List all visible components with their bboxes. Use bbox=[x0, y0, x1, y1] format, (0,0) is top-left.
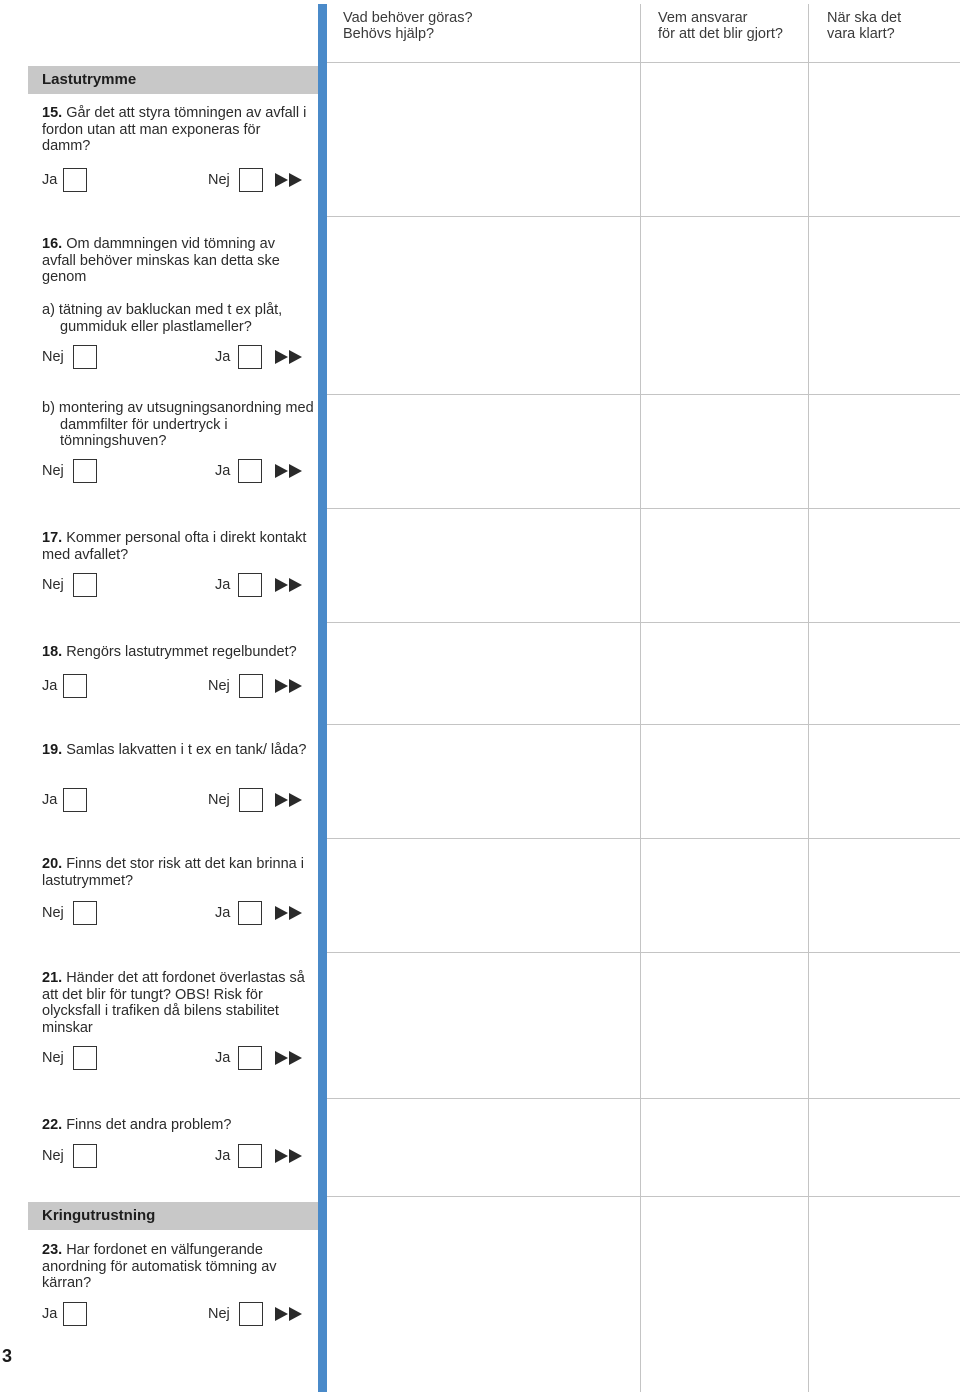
row-line bbox=[327, 952, 960, 953]
checkbox-nej[interactable] bbox=[73, 459, 97, 483]
row-line bbox=[327, 1098, 960, 1099]
option-label: Ja bbox=[215, 1148, 231, 1164]
forward-arrows-icon bbox=[275, 578, 305, 592]
answer-row-15 bbox=[42, 168, 307, 194]
checkbox-ja[interactable] bbox=[238, 1144, 262, 1168]
checkbox-ja[interactable] bbox=[238, 345, 262, 369]
checkbox-nej[interactable] bbox=[73, 901, 97, 925]
answer-row-17 bbox=[42, 573, 307, 599]
question-text: Går det att styra tömningen av avfall i fordon utan att man exponeras för damm? bbox=[42, 105, 307, 154]
option-label: Nej bbox=[208, 1306, 230, 1322]
forward-arrows-icon bbox=[275, 1307, 305, 1321]
checkbox-nej[interactable] bbox=[73, 345, 97, 369]
checkbox-nej[interactable] bbox=[239, 674, 263, 698]
question-number: 19. bbox=[42, 742, 63, 758]
row-line bbox=[327, 724, 960, 725]
header-what-to-do bbox=[343, 10, 633, 42]
option-label: Nej bbox=[42, 349, 64, 365]
column-divider-bar bbox=[318, 4, 327, 1392]
option-label: Nej bbox=[42, 463, 64, 479]
row-line bbox=[327, 62, 960, 63]
forward-arrows-icon bbox=[275, 679, 305, 693]
question-number: 20. bbox=[42, 856, 63, 872]
answer-row-18 bbox=[42, 674, 307, 700]
header-col2-line1: Vem ansvarar bbox=[658, 10, 748, 26]
row-line bbox=[327, 838, 960, 839]
question-17 bbox=[42, 530, 312, 563]
answer-row-16a bbox=[42, 345, 307, 371]
checkbox-nej[interactable] bbox=[73, 1046, 97, 1070]
forward-arrows-icon bbox=[275, 173, 305, 187]
header-col2-line2: för att det blir gjort? bbox=[658, 26, 783, 42]
question-number: 23. bbox=[42, 1242, 63, 1258]
question-number: 18. bbox=[42, 644, 63, 660]
option-label: Nej bbox=[208, 792, 230, 808]
question-text: b) montering av utsugningsanordning med dammfilter för undertryck i tömningshuven? bbox=[42, 400, 314, 449]
question-text: Finns det stor risk att det kan brinna i lastutrymmet? bbox=[42, 856, 304, 889]
question-16a bbox=[42, 302, 330, 335]
option-label: Ja bbox=[215, 1050, 231, 1066]
question-19 bbox=[42, 742, 312, 759]
answer-row-21 bbox=[42, 1046, 307, 1072]
option-label: Nej bbox=[208, 678, 230, 694]
question-text: Händer det att fordonet överlastas så att det blir för tungt? OBS! Risk för olycksfall i trafiken då bilens stabilitet minskar bbox=[42, 970, 305, 1036]
option-label: Ja bbox=[42, 1306, 58, 1322]
checkbox-ja[interactable] bbox=[238, 901, 262, 925]
checkbox-nej[interactable] bbox=[239, 1302, 263, 1326]
option-label: Nej bbox=[42, 1148, 64, 1164]
row-line bbox=[327, 1196, 960, 1197]
question-16 bbox=[42, 236, 312, 286]
question-number: 22. bbox=[42, 1117, 63, 1133]
option-label: Ja bbox=[215, 463, 231, 479]
option-label: Ja bbox=[215, 905, 231, 921]
option-label: Nej bbox=[42, 905, 64, 921]
answer-row-23 bbox=[42, 1302, 307, 1328]
header-col3-line1: När ska det bbox=[827, 10, 902, 26]
answer-row-20 bbox=[42, 901, 307, 927]
checkbox-ja[interactable] bbox=[63, 168, 87, 192]
checkbox-ja[interactable] bbox=[238, 459, 262, 483]
question-text: Har fordonet en välfungerande anordning för automatisk tömning av kärran? bbox=[42, 1242, 277, 1291]
question-20 bbox=[42, 856, 312, 889]
option-label: Nej bbox=[42, 577, 64, 593]
option-label: Ja bbox=[215, 577, 231, 593]
answer-row-16b bbox=[42, 459, 307, 485]
section-heading-lastutrymme: Lastutrymme bbox=[28, 66, 318, 94]
row-line bbox=[327, 622, 960, 623]
row-line bbox=[327, 394, 960, 395]
question-text: Om dammningen vid tömning av avfall behöver minskas kan detta ske genom bbox=[42, 236, 280, 285]
checkbox-ja[interactable] bbox=[238, 1046, 262, 1070]
answer-row-22 bbox=[42, 1144, 307, 1170]
header-col1-line1: Vad behöver göras? bbox=[343, 10, 473, 26]
question-number: 21. bbox=[42, 970, 63, 986]
question-23 bbox=[42, 1242, 312, 1292]
question-15 bbox=[42, 105, 312, 155]
header-deadline bbox=[827, 10, 957, 42]
checkbox-nej[interactable] bbox=[239, 788, 263, 812]
checkbox-ja[interactable] bbox=[63, 1302, 87, 1326]
forward-arrows-icon bbox=[275, 1149, 305, 1163]
question-text: Samlas lakvatten i t ex en tank/ låda? bbox=[66, 742, 307, 758]
question-number: 15. bbox=[42, 105, 63, 121]
option-label: Ja bbox=[42, 678, 58, 694]
header-col3-line2: vara klart? bbox=[827, 26, 895, 42]
forward-arrows-icon bbox=[275, 464, 305, 478]
question-text: Finns det andra problem? bbox=[66, 1117, 232, 1133]
question-text: a) tätning av bakluckan med t ex plåt, gummiduk eller plastlameller? bbox=[42, 302, 283, 335]
question-22 bbox=[42, 1117, 312, 1134]
forward-arrows-icon bbox=[275, 793, 305, 807]
option-label: Nej bbox=[208, 172, 230, 188]
question-text: Kommer personal ofta i direkt kontakt med avfallet? bbox=[42, 530, 307, 563]
checkbox-nej[interactable] bbox=[73, 573, 97, 597]
option-label: Ja bbox=[215, 349, 231, 365]
question-16b bbox=[42, 400, 330, 450]
page-number: 3 bbox=[2, 1346, 13, 1366]
column-divider-3 bbox=[808, 4, 809, 1392]
header-responsible bbox=[658, 10, 808, 42]
section-heading-kringutrustning: Kringutrustning bbox=[28, 1202, 318, 1230]
question-18 bbox=[42, 644, 312, 661]
forward-arrows-icon bbox=[275, 1051, 305, 1065]
checkbox-ja[interactable] bbox=[63, 674, 87, 698]
answer-row-19 bbox=[42, 788, 307, 814]
row-line bbox=[327, 216, 960, 217]
question-text: Rengörs lastutrymmet regelbundet? bbox=[66, 644, 297, 660]
row-line bbox=[327, 508, 960, 509]
checkbox-ja[interactable] bbox=[238, 573, 262, 597]
forward-arrows-icon bbox=[275, 350, 305, 364]
option-label: Ja bbox=[42, 792, 58, 808]
checkbox-nej[interactable] bbox=[73, 1144, 97, 1168]
question-number: 16. bbox=[42, 236, 63, 252]
column-divider-2 bbox=[640, 4, 641, 1392]
question-21 bbox=[42, 970, 312, 1036]
header-col1-line2: Behövs hjälp? bbox=[343, 26, 435, 42]
question-number: 17. bbox=[42, 530, 63, 546]
checkbox-ja[interactable] bbox=[63, 788, 87, 812]
option-label: Nej bbox=[42, 1050, 64, 1066]
forward-arrows-icon bbox=[275, 906, 305, 920]
option-label: Ja bbox=[42, 172, 58, 188]
checkbox-nej[interactable] bbox=[239, 168, 263, 192]
